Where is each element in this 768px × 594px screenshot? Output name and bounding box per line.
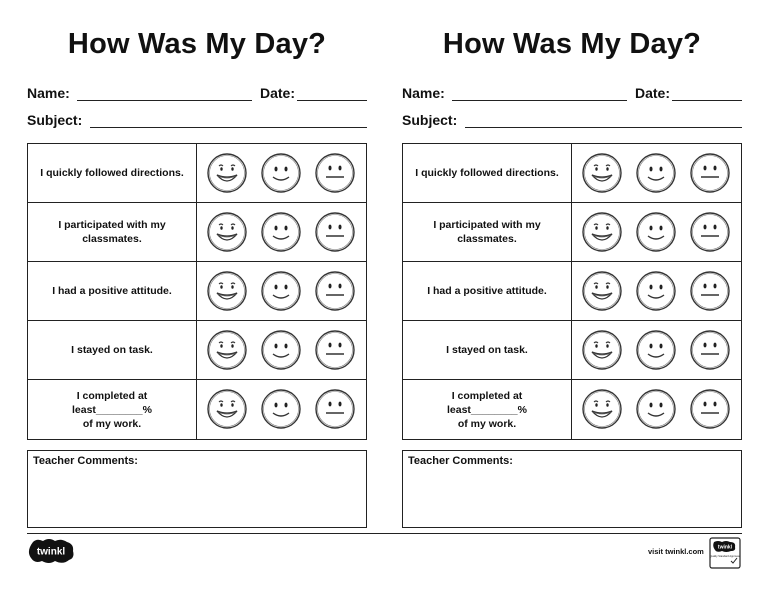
subject-line[interactable] xyxy=(465,127,742,128)
happy-face-icon[interactable] xyxy=(581,270,623,312)
statement-cell xyxy=(28,380,197,439)
worksheet-title: How Was My Day? xyxy=(67,28,327,60)
visit-link[interactable]: visit twinkl.com xyxy=(648,547,704,556)
faces-cell xyxy=(197,380,366,439)
statement-text-2: of my work. xyxy=(82,417,142,430)
table-row xyxy=(28,321,366,380)
statement-cell xyxy=(28,144,197,202)
teacher-comments-box[interactable] xyxy=(402,450,742,528)
table-row xyxy=(403,321,741,380)
neutral-face-icon[interactable] xyxy=(635,270,677,312)
happy-face-icon[interactable] xyxy=(581,152,623,194)
statement-text: I completed at least________% xyxy=(72,389,152,416)
happy-face-icon[interactable] xyxy=(206,211,248,253)
badge-subtext: Quality Standard Approved xyxy=(709,555,741,558)
flat-face-icon[interactable] xyxy=(689,388,731,430)
neutral-face-icon[interactable] xyxy=(260,329,302,371)
faces-cell xyxy=(572,321,741,379)
name-date-row xyxy=(27,83,367,103)
statement-text: I participated with my xyxy=(433,219,541,231)
statement-cell xyxy=(403,203,572,261)
statement-cell xyxy=(403,380,572,439)
statement-cell xyxy=(403,144,572,202)
table-row xyxy=(28,262,366,321)
flat-face-icon[interactable] xyxy=(689,329,731,371)
table-row xyxy=(28,144,366,203)
twinkl-logo xyxy=(27,538,75,564)
happy-face-icon[interactable] xyxy=(206,329,248,371)
faces-cell xyxy=(572,262,741,320)
table-row xyxy=(28,380,366,439)
neutral-face-icon[interactable] xyxy=(260,152,302,194)
statement-cell xyxy=(403,321,572,379)
name-line[interactable] xyxy=(77,100,252,101)
subject-label: Subject: xyxy=(402,112,458,128)
statement-cell xyxy=(403,262,572,320)
worksheet-title: How Was My Day? xyxy=(442,28,702,60)
table-row xyxy=(403,144,741,203)
date-label: Date: xyxy=(635,85,671,101)
faces-cell xyxy=(572,144,741,202)
flat-face-icon[interactable] xyxy=(314,270,356,312)
happy-face-icon[interactable] xyxy=(206,388,248,430)
neutral-face-icon[interactable] xyxy=(260,388,302,430)
flat-face-icon[interactable] xyxy=(314,329,356,371)
subject-line[interactable] xyxy=(90,127,367,128)
statement-cell xyxy=(28,262,197,320)
statement-text: I completed at least________% xyxy=(447,389,527,416)
flat-face-icon[interactable] xyxy=(314,211,356,253)
self-assessment-grid xyxy=(27,143,367,440)
flat-face-icon[interactable] xyxy=(689,152,731,194)
flat-face-icon[interactable] xyxy=(314,388,356,430)
subject-label: Subject: xyxy=(27,112,83,128)
happy-face-icon[interactable] xyxy=(206,152,248,194)
statement-text: I participated with my xyxy=(58,219,166,231)
self-assessment-grid xyxy=(402,143,742,440)
flat-face-icon[interactable] xyxy=(314,152,356,194)
name-date-row xyxy=(402,83,742,103)
footer-divider xyxy=(27,533,742,534)
statement-text-2: classmates. xyxy=(457,233,517,245)
happy-face-icon[interactable] xyxy=(581,329,623,371)
table-row xyxy=(403,380,741,439)
date-label: Date: xyxy=(260,85,296,101)
name-line[interactable] xyxy=(452,100,627,101)
happy-face-icon[interactable] xyxy=(581,388,623,430)
faces-cell xyxy=(197,203,366,261)
faces-cell xyxy=(197,262,366,320)
statement-text: I had a positive attitude. xyxy=(52,285,172,297)
statement-text: I quickly followed directions. xyxy=(415,167,559,179)
happy-face-icon[interactable] xyxy=(206,270,248,312)
happy-face-icon[interactable] xyxy=(581,211,623,253)
neutral-face-icon[interactable] xyxy=(635,211,677,253)
faces-cell xyxy=(572,203,741,261)
statement-text: I quickly followed directions. xyxy=(40,167,184,179)
faces-cell xyxy=(197,144,366,202)
neutral-face-icon[interactable] xyxy=(635,329,677,371)
statement-text: I stayed on task. xyxy=(71,344,153,356)
subject-row xyxy=(27,110,367,130)
quality-badge-icon xyxy=(709,537,741,569)
name-label: Name: xyxy=(27,85,70,101)
faces-cell xyxy=(572,380,741,439)
logo-text: twinkl xyxy=(36,546,66,558)
name-label: Name: xyxy=(402,85,445,101)
statement-text-2: classmates. xyxy=(82,233,142,245)
neutral-face-icon[interactable] xyxy=(260,211,302,253)
flat-face-icon[interactable] xyxy=(689,270,731,312)
table-row xyxy=(28,203,366,262)
statement-cell xyxy=(28,203,197,261)
neutral-face-icon[interactable] xyxy=(635,152,677,194)
flat-face-icon[interactable] xyxy=(689,211,731,253)
teacher-comments-box[interactable] xyxy=(27,450,367,528)
statement-text: I stayed on task. xyxy=(446,344,528,356)
badge-text: twinkl xyxy=(717,544,733,551)
teacher-comments-label: Teacher Comments: xyxy=(33,455,138,467)
statement-text: I had a positive attitude. xyxy=(427,285,547,297)
neutral-face-icon[interactable] xyxy=(260,270,302,312)
statement-cell xyxy=(28,321,197,379)
neutral-face-icon[interactable] xyxy=(635,388,677,430)
faces-cell xyxy=(197,321,366,379)
table-row xyxy=(403,262,741,321)
teacher-comments-label: Teacher Comments: xyxy=(408,455,513,467)
date-line[interactable] xyxy=(297,100,367,101)
subject-row xyxy=(402,110,742,130)
table-row xyxy=(403,203,741,262)
statement-text-2: of my work. xyxy=(457,417,517,430)
date-line[interactable] xyxy=(672,100,742,101)
